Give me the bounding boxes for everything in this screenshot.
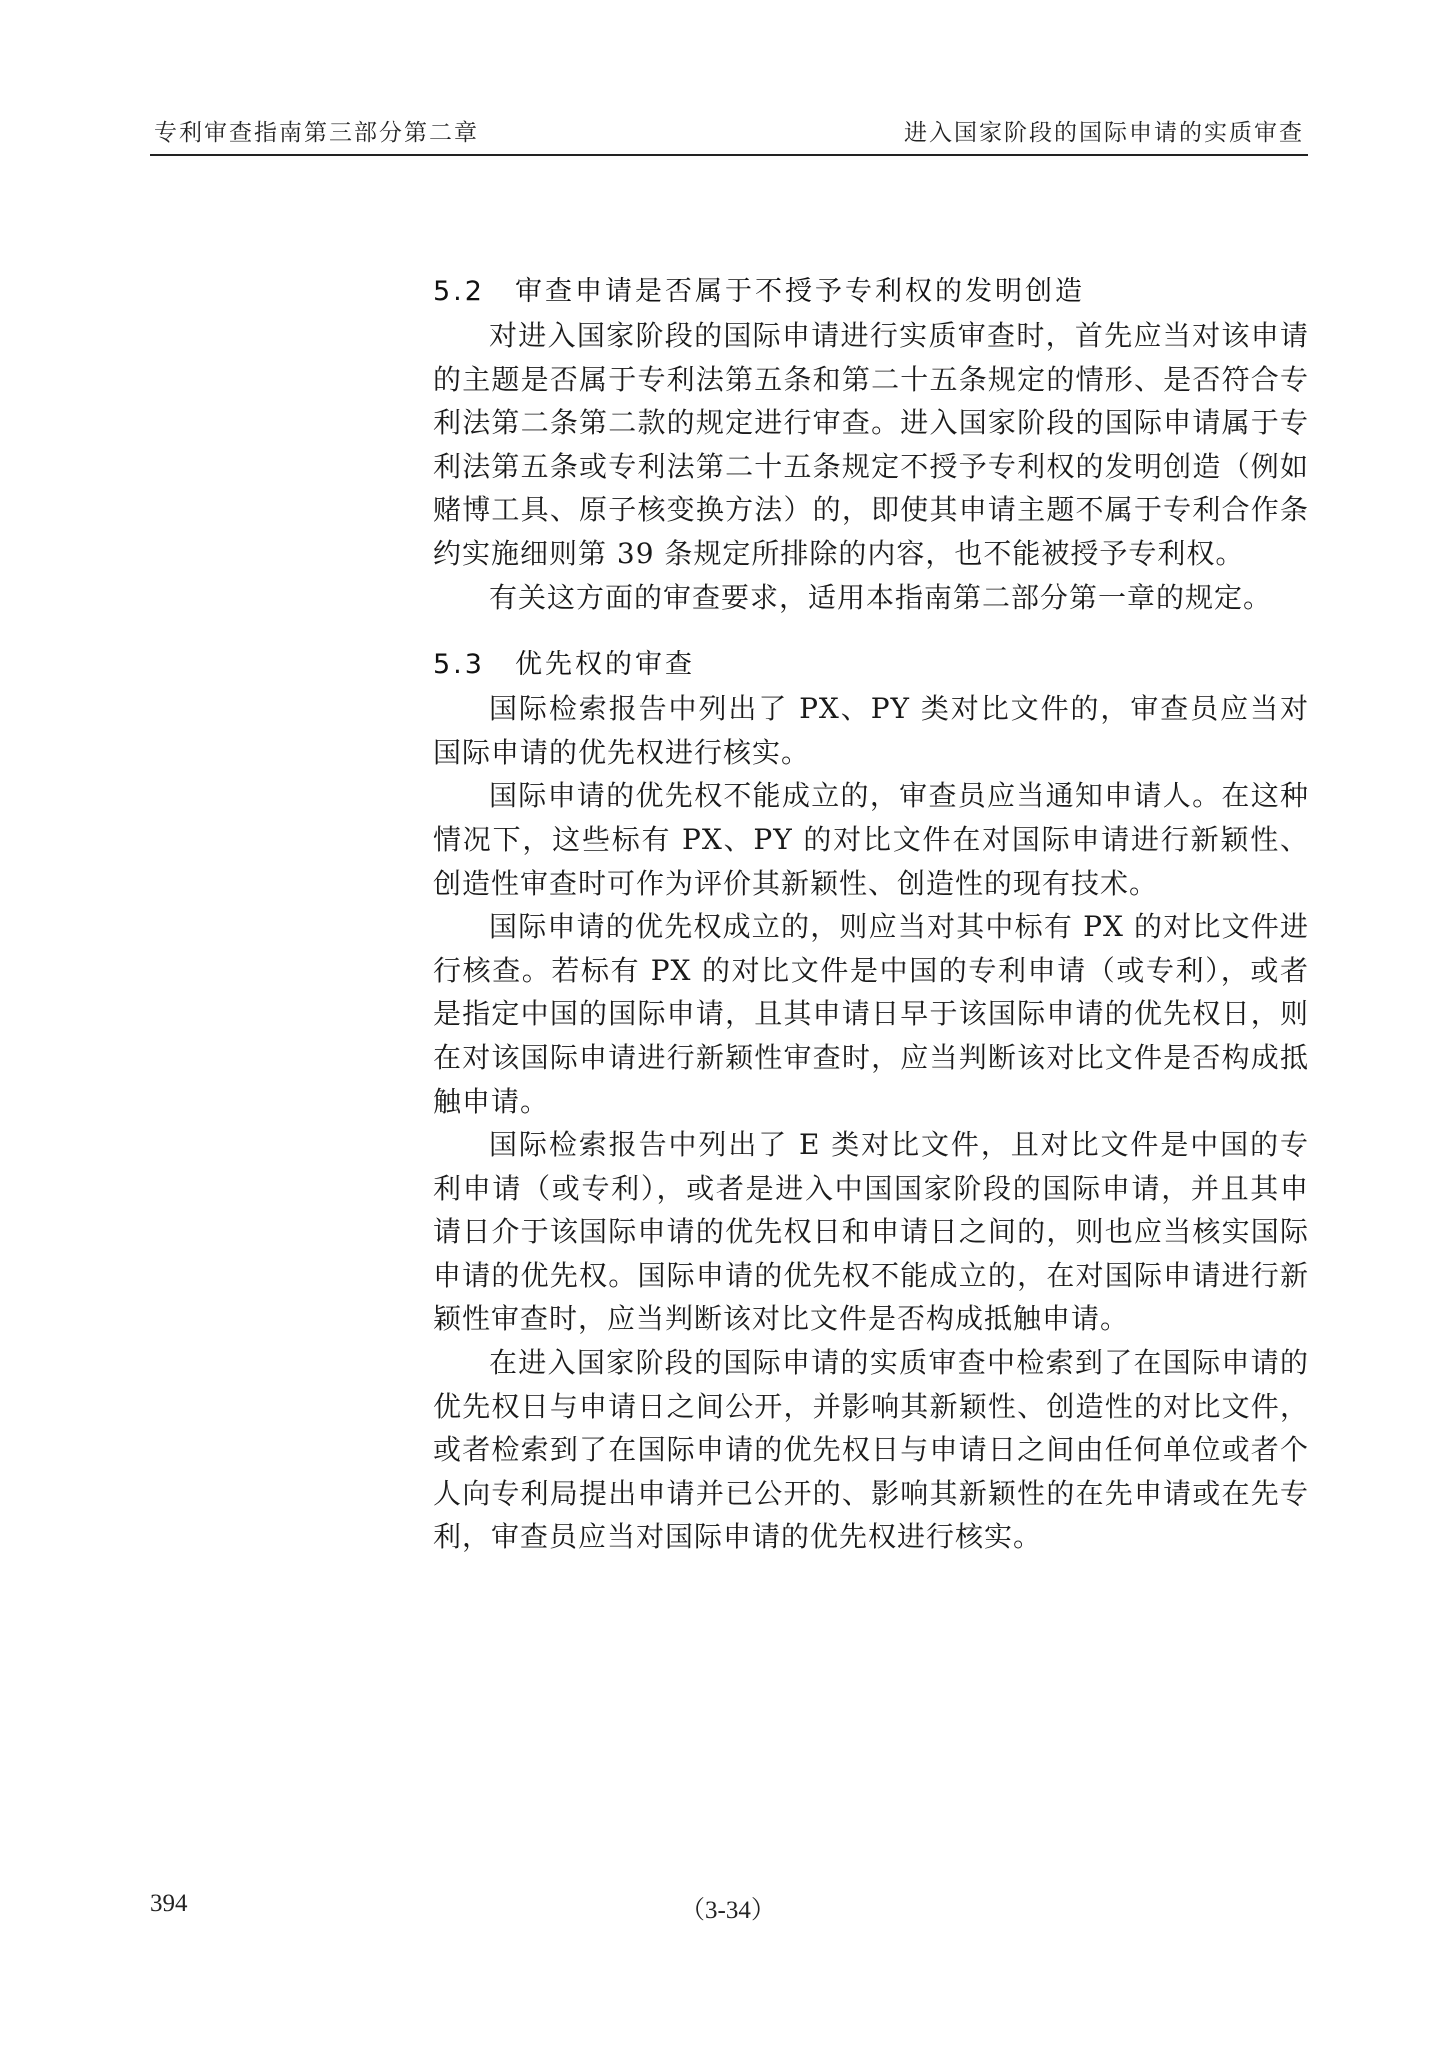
header-section-title: 进入国家阶段的国际申请的实质审查 [904,120,1304,146]
page-body [433,270,1309,1583]
paragraph: 对进入国家阶段的国际申请进行实质审查时，首先应当对该申请的主题是否属于专利法第五条和第二十五条规定的情形、是否符合专利法第二条第二款的规定进行审查。进入国家阶段的国际申请属于专利法第五条或专利法第二十五条规定不授予专利权的发明创造（例如赌博工具、原子核变换方法）的，即使其申请主题不属于专利合作条约实施细则第 39 条规定所排除的内容，也不能被授予专利权。 [433,319,1309,570]
page-number: 394 [150,1890,188,1917]
section-heading [433,270,1309,314]
paragraph: 国际检索报告中列出了 E 类对比文件，且对比文件是中国的专利申请（或专利），或者是进入中国国家阶段的国际申请，并且其申请日介于该国际申请的优先权日和申请日之间的，则也应当核实国际申请的优先权。国际申请的优先权不能成立的，在对国际申请进行新颖性审查时，应当判断该对比文件是否构成抵触申请。 [433,1128,1309,1336]
paragraph: 国际申请的优先权成立的，则应当对其中标有 PX 的对比文件进行核查。若标有 PX 的对比文件是中国的专利申请（或专利），或者是指定中国的国际申请，且其申请日早于该国际申请的优先权日，则在对该国际申请进行新颖性审查时，应当判断该对比文件是否构成抵触申请。 [433,910,1309,1118]
section-5-3 [433,643,1309,1559]
paragraph: 有关这方面的审查要求，适用本指南第二部分第一章的规定。 [489,580,1273,614]
section-number: 5.3 [433,649,485,681]
paragraph: 国际检索报告中列出了 PX、PY 类对比文件的，审查员应当对国际申请的优先权进行核实。 [433,692,1309,769]
running-header [150,114,1308,156]
section-page-code: （3-34） [680,1897,776,1924]
section-number: 5.2 [433,276,485,307]
paragraph: 在进入国家阶段的国际申请的实质审查中检索到了在国际申请的优先权日与申请日之间公开，并影响其新颖性、创造性的对比文件，或者检索到了在国际申请的优先权日与申请日之间由任何单位或者个人向专利局提出申请并已公开的、影响其新颖性的在先申请或在先专利，审查员应当对国际申请的优先权进行核实。 [433,1346,1309,1554]
section-title: 优先权的审查 [515,649,695,681]
paragraph: 国际申请的优先权不能成立的，审查员应当通知申请人。在这种情况下，这些标有 PX、PY 的对比文件在对国际申请进行新颖性、创造性审查时可作为评价其新颖性、创造性的现有技术。 [433,779,1309,900]
section-title: 审查申请是否属于不授予专利权的发明创造 [515,276,1085,307]
section-heading [433,643,1309,687]
section-5-2 [433,270,1309,619]
header-chapter-title: 专利审查指南第三部分第二章 [154,120,479,146]
